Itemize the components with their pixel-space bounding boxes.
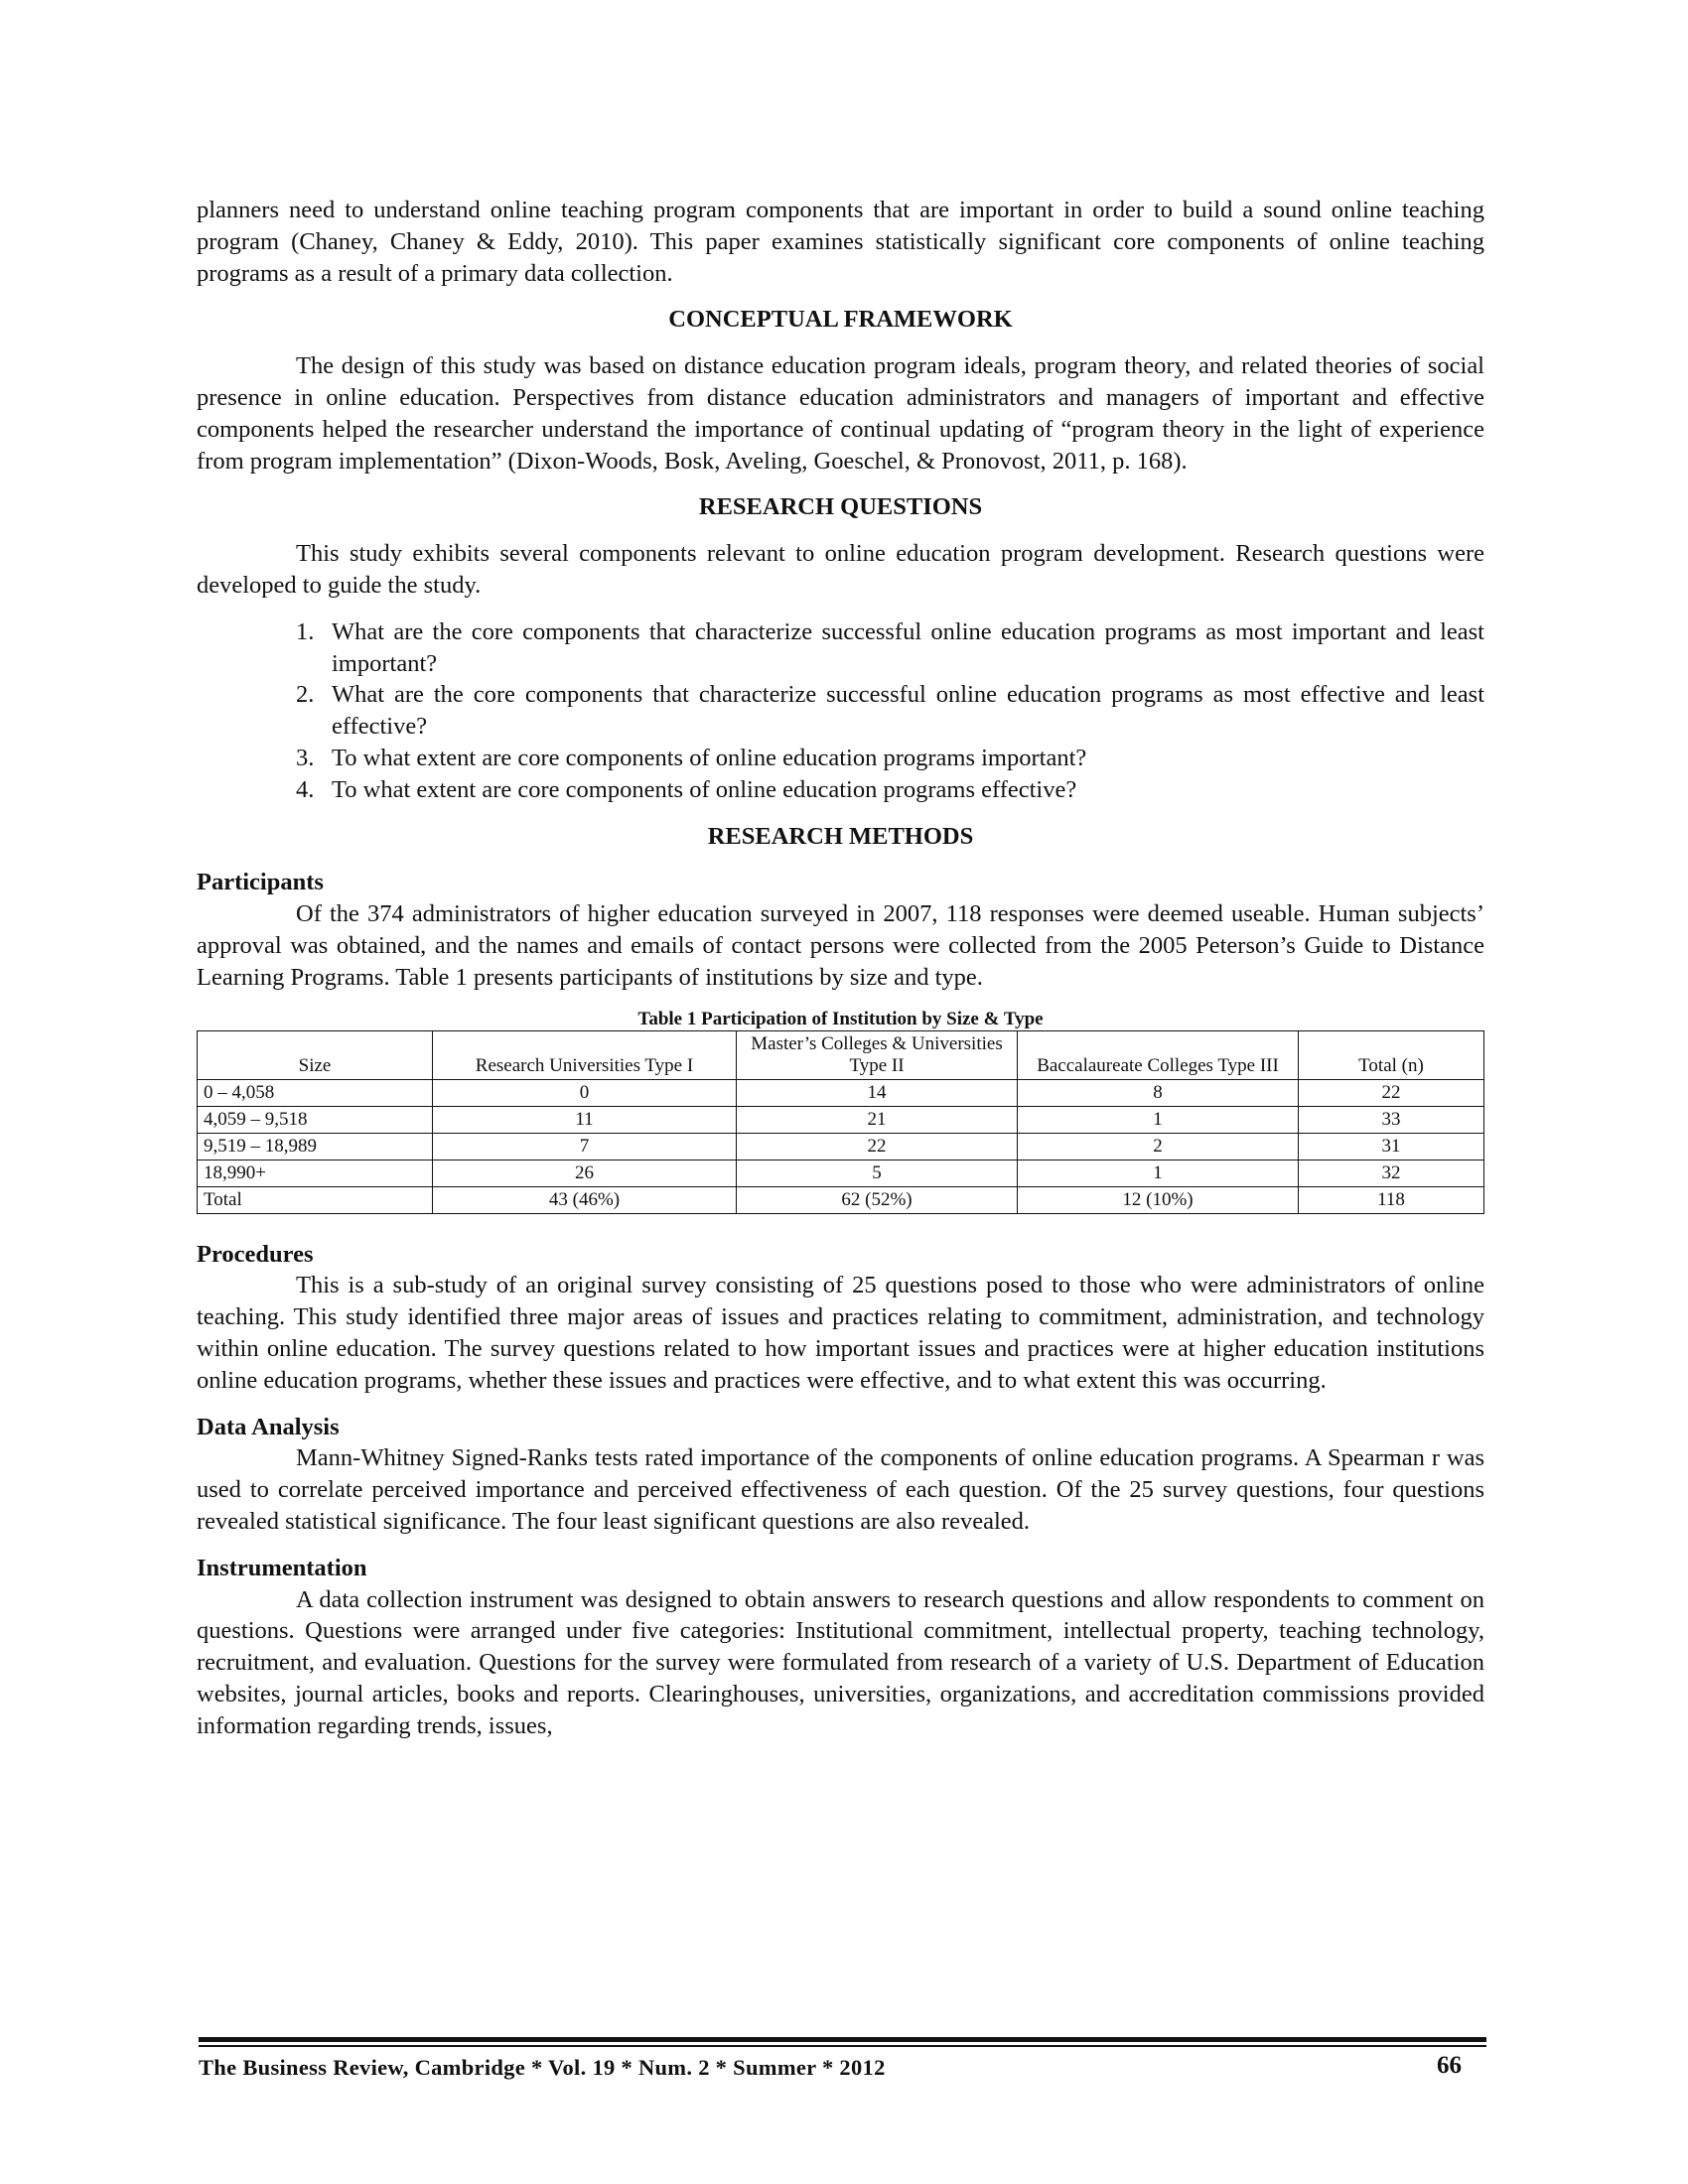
- research-questions-list: [197, 616, 1484, 806]
- table-cell: 62 (52%): [737, 1186, 1018, 1213]
- list-item-number: 3.: [296, 744, 315, 771]
- table-header-row: [198, 1030, 1484, 1079]
- list-item: [296, 616, 1484, 680]
- table-row: [198, 1106, 1484, 1133]
- table-cell: 43 (46%): [433, 1186, 737, 1213]
- list-item-number: 1.: [296, 617, 315, 645]
- table-cell: 9,519 – 18,989: [198, 1133, 433, 1160]
- table-cell: 14: [737, 1079, 1018, 1106]
- table-total-row: [198, 1186, 1484, 1213]
- instrumentation-heading: Instrumentation: [197, 1554, 367, 1581]
- list-item-number: 4.: [296, 775, 315, 803]
- list-item-text: What are the core components that characterize successful online education programs as most important and least important?: [332, 617, 1484, 677]
- conceptual-framework-paragraph: The design of this study was based on distance education program ideals, program theory, and related theories of social presence in online education. Perspectives from distance education administrators and managers of important and effective components helped the researcher understand the importance of continual updating of “program theory in the light of experience from program implementation” (Dixon-Woods, Bosk, Aveling, Goeschel, & Pronovost, 2011, p. 168).: [197, 352, 1484, 475]
- column-header-type-ii: Master’s Colleges & Universities Type II: [737, 1030, 1018, 1079]
- table-cell: 118: [1299, 1186, 1484, 1213]
- table-cell: 1: [1018, 1160, 1299, 1186]
- list-item-text: To what extent are core components of online education programs effective?: [332, 775, 1077, 803]
- footer-journal-citation: The Business Review, Cambridge * Vol. 19 * Num. 2 * Summer * 2012: [199, 2055, 886, 2080]
- table-cell: 4,059 – 9,518: [198, 1106, 433, 1133]
- participation-table: [197, 1030, 1484, 1214]
- participants-heading: Participants: [197, 869, 324, 896]
- table-cell: 0 – 4,058: [198, 1079, 433, 1106]
- footer-rule-thin: [199, 2045, 1486, 2047]
- table-cell: 12 (10%): [1018, 1186, 1299, 1213]
- table-cell: 26: [433, 1160, 737, 1186]
- research-questions-paragraph: This study exhibits several components relevant to online education program development. Research questions were developed to guide the study.: [197, 540, 1484, 599]
- table-cell: Total: [198, 1186, 433, 1213]
- table-cell: 21: [737, 1106, 1018, 1133]
- conceptual-framework-heading: CONCEPTUAL FRAMEWORK: [668, 306, 1013, 334]
- table-cell: 7: [433, 1133, 737, 1160]
- table-cell: 33: [1299, 1106, 1484, 1133]
- table-cell: 11: [433, 1106, 737, 1133]
- table-cell: 31: [1299, 1133, 1484, 1160]
- table-cell: 22: [1299, 1079, 1484, 1106]
- data-analysis-heading: Data Analysis: [197, 1413, 340, 1440]
- list-item-text: To what extent are core components of online education programs important?: [332, 744, 1087, 771]
- footer-rule-thick: [199, 2037, 1486, 2042]
- table-cell: 2: [1018, 1133, 1299, 1160]
- table-cell: 32: [1299, 1160, 1484, 1186]
- column-header-type-iii: Baccalaureate Colleges Type III: [1018, 1030, 1299, 1079]
- intro-paragraph: planners need to understand online teaching program components that are important in order to build a sound online teaching program (Chaney, Chaney & Eddy, 2010). This paper examines statistically significant core components of online teaching programs as a result of a primary data collection.: [197, 197, 1484, 287]
- research-questions-heading: RESEARCH QUESTIONS: [698, 493, 983, 521]
- participants-paragraph: Of the 374 administrators of higher education surveyed in 2007, 118 responses were deemed useable. Human subjects’ approval was obtained, and the names and emails of contact persons were collected from the 2005 Peterson’s Guide to Distance Learning Programs. Table 1 presents participants of institutions by size and type.: [197, 900, 1484, 991]
- table-cell: 22: [737, 1133, 1018, 1160]
- page-body: [197, 195, 1484, 1741]
- table-cell: 5: [737, 1160, 1018, 1186]
- column-header-size: Size: [198, 1030, 433, 1079]
- table-cell: 1: [1018, 1106, 1299, 1133]
- table-row: [198, 1079, 1484, 1106]
- list-item: [296, 743, 1484, 774]
- list-item-text: What are the core components that characterize successful online education programs as most effective and least effective?: [332, 681, 1484, 741]
- table-cell: 0: [433, 1079, 737, 1106]
- research-methods-heading: RESEARCH METHODS: [707, 822, 974, 850]
- procedures-paragraph: This is a sub-study of an original survey consisting of 25 questions posed to those who were administrators of online teaching. This study identified three major areas of issues and practices relating to commitment, administration, and technology within online education. The survey questions related to how important issues and practices were at higher education institutions online education programs, whether these issues and practices were effective, and to what extent this was occurring.: [197, 1272, 1484, 1394]
- column-header-type-i: Research Universities Type I: [433, 1030, 737, 1079]
- procedures-heading: Procedures: [197, 1240, 314, 1268]
- footer-page-number: 66: [1437, 2052, 1462, 2079]
- table-cell: 8: [1018, 1079, 1299, 1106]
- table-cell: 18,990+: [198, 1160, 433, 1186]
- table-row: [198, 1160, 1484, 1186]
- instrumentation-paragraph: A data collection instrument was designed to obtain answers to research questions and allow respondents to comment on questions. Questions were arranged under five categories: Institutional commitment, intellectual property, teaching technology, recruitment, and evaluation. Questions for the survey were formulated from research of a variety of U.S. Department of Education websites, journal articles, books and reports. Clearinghouses, universities, organizations, and accreditation commissions provided information regarding trends, issues,: [197, 1585, 1484, 1739]
- table-caption: Table 1 Participation of Institution by Size & Type: [637, 1008, 1044, 1029]
- data-analysis-paragraph: Mann-Whitney Signed-Ranks tests rated importance of the components of online education programs. A Spearman r was used to correlate perceived importance and perceived effectiveness of each question. Of the 25 survey questions, four questions revealed statistical significance. The four least significant questions are also revealed.: [197, 1444, 1484, 1535]
- column-header-total: Total (n): [1299, 1030, 1484, 1079]
- table-row: [198, 1133, 1484, 1160]
- list-item-number: 2.: [296, 681, 315, 709]
- list-item: [296, 679, 1484, 743]
- list-item: [296, 774, 1484, 806]
